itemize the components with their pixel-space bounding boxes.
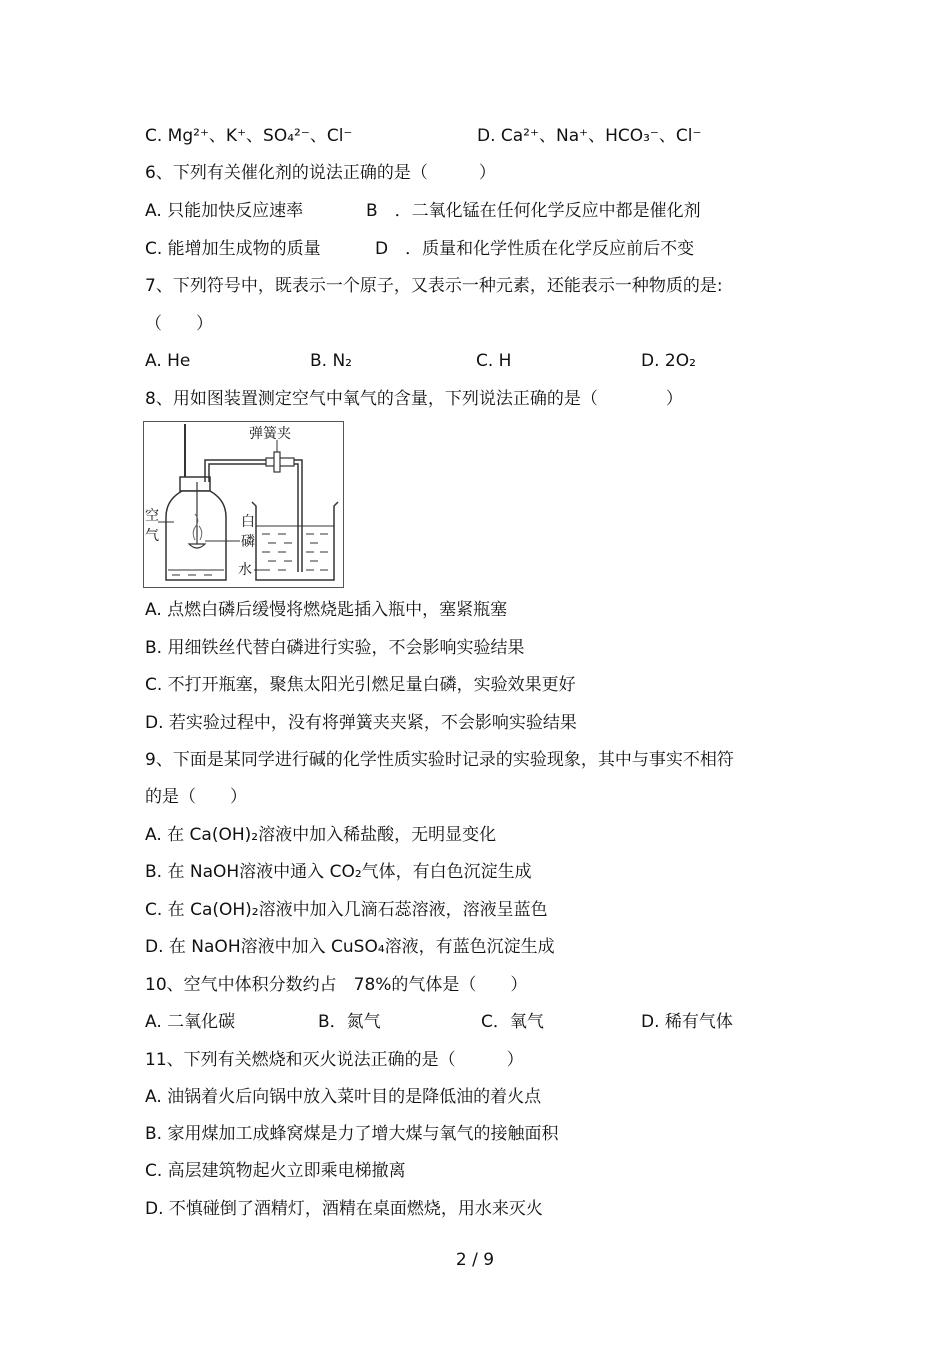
q8-option-a: A. 点燃白磷后缓慢将燃烧匙插入瓶中，塞紧瓶塞 <box>145 600 508 620</box>
q6-option-c: C. 能增加生成物的质量 <box>145 239 321 259</box>
q8-option-b: B. 用细铁丝代替白磷进行实验，不会影响实验结果 <box>145 638 525 658</box>
q8-stem: 8、用如图装置测定空气中氧气的含量，下列说法正确的是（ ） <box>145 389 683 409</box>
q8-option-c: C. 不打开瓶塞，聚焦太阳光引燃足量白磷，实验效果更好 <box>145 675 576 695</box>
q10-option-b: B．氮气 <box>318 1012 381 1032</box>
q9-option-d: D. 在 NaOH溶液中加入 CuSO₄溶液，有蓝色沉淀生成 <box>145 937 555 957</box>
q7-stem: 7、下列符号中，既表示一个原子，又表示一种元素，还能表示一种物质的是: <box>145 276 723 296</box>
q6-option-b: B ．二氧化锰在任何化学反应中都是催化剂 <box>366 201 701 221</box>
q10-stem: 10、空气中体积分数约占 78%的气体是（ ） <box>145 975 528 995</box>
label-water: 水 <box>238 562 252 578</box>
q6-stem: 6、下列有关催化剂的说法正确的是（ ） <box>145 163 496 183</box>
label-air-1: 空 <box>145 508 159 524</box>
label-spring-clamp: 弹簧夹 <box>249 426 291 442</box>
apparatus-diagram <box>144 422 343 587</box>
q11-option-c: C. 高层建筑物起火立即乘电梯撤离 <box>145 1161 406 1181</box>
label-phosphorus-2: 磷 <box>241 534 255 550</box>
q5-option-d: D. Ca²⁺、Na⁺、HCO₃⁻、Cl⁻ <box>477 126 702 146</box>
oxygen-measurement-apparatus-figure <box>143 421 344 588</box>
q6-option-a: A. 只能加快反应速率 <box>145 201 304 221</box>
q10-option-c: C．氧气 <box>481 1012 544 1032</box>
q7-option-b: B. N₂ <box>310 351 353 371</box>
q11-option-a: A. 油锅着火后向锅中放入菜叶目的是降低油的着火点 <box>145 1087 542 1107</box>
page-number: 2 / 9 <box>455 1250 495 1270</box>
q5-option-c: C. Mg²⁺、K⁺、SO₄²⁻、Cl⁻ <box>145 126 353 146</box>
q9-option-c: C. 在 Ca(OH)₂溶液中加入几滴石蕊溶液，溶液呈蓝色 <box>145 900 548 920</box>
label-air-2: 气 <box>145 528 159 544</box>
q6-option-d: D ．质量和化学性质在化学反应前后不变 <box>375 239 695 259</box>
q10-option-d: D. 稀有气体 <box>641 1012 733 1032</box>
q11-option-b: B. 家用煤加工成蜂窝煤是力了增大煤与氧气的接触面积 <box>145 1124 559 1144</box>
q8-option-d: D. 若实验过程中，没有将弹簧夹夹紧，不会影响实验结果 <box>145 713 577 733</box>
q7-option-a: A. He <box>145 351 191 371</box>
q10-option-a: A. 二氧化碳 <box>145 1012 236 1032</box>
q11-stem: 11、下列有关燃烧和灭火说法正确的是（ ） <box>145 1050 524 1070</box>
q9-option-b: B. 在 NaOH溶液中通入 CO₂气体，有白色沉淀生成 <box>145 862 532 882</box>
label-phosphorus-1: 白 <box>241 514 255 530</box>
q7-option-d: D. 2O₂ <box>641 351 696 371</box>
q7-option-c: C. H <box>476 351 512 371</box>
q11-option-d: D. 不慎碰倒了酒精灯，酒精在桌面燃烧，用水来灭火 <box>145 1199 543 1219</box>
q7-blank: （ ） <box>145 314 213 334</box>
q9-option-a: A. 在 Ca(OH)₂溶液中加入稀盐酸，无明显变化 <box>145 825 497 845</box>
q9-stem-line1: 9、下面是某同学进行碱的化学性质实验时记录的实验现象，其中与事实不相符 <box>145 750 734 770</box>
q9-stem-line2: 的是（ ） <box>145 787 247 807</box>
